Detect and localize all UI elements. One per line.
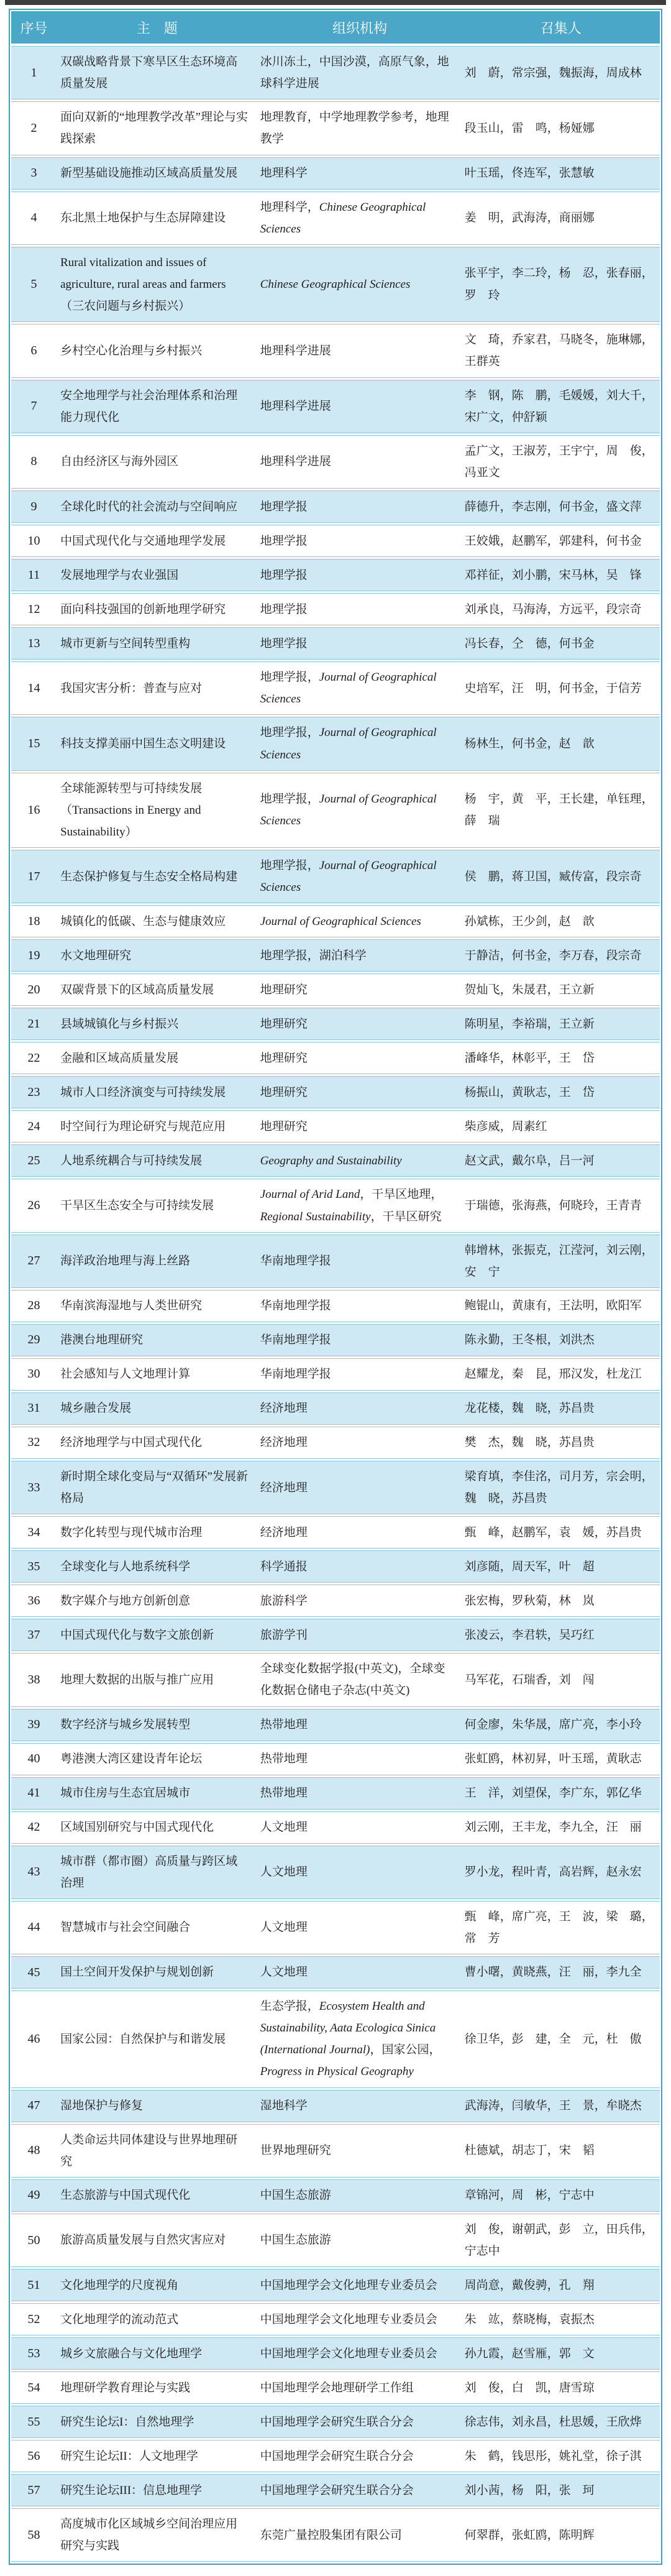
table-row [11, 1324, 660, 1356]
row-number-cell: 38 [27, 1672, 40, 1686]
conveners-cell: 甄 峰，赵鹏军，袁 媛，苏昌贵 [464, 1525, 642, 1539]
row-number-cell: 4 [30, 211, 37, 225]
row-number-cell: 7 [30, 399, 37, 413]
topic-cell: 面向双新的“地理教学改革”理论与实践探索 [60, 111, 248, 146]
org-cell: 中国地理学会文化地理专业委员会 [260, 2278, 437, 2292]
topic-cell: 东北黑土地保护与生态屏障建设 [60, 211, 226, 225]
table-row [11, 939, 660, 972]
conveners-cell: 姜 明，武海涛，商丽娜 [464, 211, 595, 225]
org-cell: 东莞广量控股集团有限公司 [260, 2528, 402, 2542]
row-number-cell: 12 [27, 602, 40, 616]
row-number-cell: 45 [27, 1965, 40, 1979]
topic-cell: 面向科技强国的创新地理学研究 [60, 602, 226, 616]
org-cell: 冰川冻土，中国沙漠，高原气象，地球科学进展 [260, 55, 449, 91]
topic-cell: 海洋政治地理与海上丝路 [60, 1254, 191, 1268]
row-number-cell: 43 [27, 1865, 40, 1879]
row-number-cell: 13 [27, 636, 40, 650]
row-number-cell: 54 [27, 2380, 40, 2394]
table-row [11, 1550, 660, 1583]
row-number-cell: 36 [27, 1593, 40, 1608]
topic-cell: 双碳背景下的区域高质量发展 [60, 983, 214, 996]
org-cell: 世界地理研究 [260, 2144, 331, 2158]
conveners-cell: 朱 竑，蔡晓梅，袁振杰 [464, 2312, 595, 2326]
topic-cell: 全球化时代的社会流动与空间响应 [60, 500, 238, 513]
conveners-cell: 杨 宇，黄 平，王长建，单钰理，薛 瑞 [464, 793, 654, 828]
table-row [11, 2440, 660, 2472]
table-row [11, 1846, 660, 1899]
org-cell: 经济地理 [260, 1436, 308, 1450]
row-number-cell: 17 [27, 869, 40, 883]
row-number-cell: 25 [27, 1153, 40, 1167]
topic-cell: 地理研学教育理论与实践 [60, 2381, 191, 2394]
conveners-cell: 龙花楼，魏 晓，苏昌贵 [464, 1402, 595, 1415]
topic-cell: 生态旅游与中国式现代化 [60, 2189, 191, 2202]
topic-cell: 文化地理学的流动范式 [60, 2312, 179, 2326]
topic-cell: 时空间行为理论研究与规范应用 [60, 1120, 226, 1133]
org-cell: 地理学报，Journal of Geographical Sciences [260, 726, 437, 761]
row-number-cell: 30 [27, 1367, 40, 1381]
row-number-cell: 19 [27, 948, 40, 962]
column-header-topic: 主 题 [136, 20, 178, 36]
table-row [11, 850, 660, 903]
table-row [11, 661, 660, 715]
row-number-cell: 15 [27, 737, 40, 751]
table-row [11, 1076, 660, 1108]
row-number-cell: 16 [27, 803, 40, 817]
topic-cell: 中国式现代化与交通地理学发展 [60, 534, 226, 548]
topic-cell: 新型基础设施推动区域高质量发展 [60, 166, 238, 180]
row-number-cell: 33 [27, 1480, 40, 1494]
org-cell: 地理学报 [260, 534, 308, 548]
table-row [11, 1901, 660, 1954]
table-row [11, 773, 660, 848]
row-number-cell: 3 [30, 166, 37, 180]
conveners-cell: 赵耀龙，秦 昆，邢汉发，杜龙江 [464, 1368, 642, 1381]
row-number-cell: 1 [30, 65, 37, 80]
conveners-cell: 邓祥征，刘小鹏，宋马林，吴 锋 [464, 568, 642, 582]
conveners-cell: 孙九霞，赵雪雁，郭 文 [464, 2347, 595, 2360]
conveners-cell: 李 钢，陈 鹏，毛媛媛，刘大千，宋广文，仲舒颖 [464, 389, 654, 424]
row-number-cell: 39 [27, 1718, 40, 1731]
org-cell: 中国地理学会研究生联合分会 [260, 2415, 414, 2429]
row-number-cell: 9 [30, 499, 37, 513]
topic-cell: 粤港澳大湾区建设青年论坛 [60, 1752, 203, 1765]
conveners-cell: 杜德斌，胡志丁，宋 韬 [464, 2144, 595, 2158]
conveners-cell: 曹小曙，黄晓燕，汪 丽，李九全 [464, 1966, 642, 1979]
org-cell: 热带地理 [260, 1752, 308, 1765]
column-header-organization: 组织机构 [332, 20, 388, 36]
org-cell: 中国生态旅游 [260, 2233, 331, 2247]
row-number-cell: 46 [27, 2031, 40, 2046]
conveners-cell: 张宏梅，罗秋菊，林 岚 [464, 1594, 595, 1608]
org-cell: 地理研究 [260, 1051, 308, 1065]
org-cell: 中国地理学会文化地理专业委员会 [260, 2347, 437, 2360]
table-row [11, 1461, 660, 1514]
topic-cell: 自由经济区与海外园区 [60, 455, 179, 469]
row-number-cell: 35 [27, 1559, 40, 1573]
row-number-cell: 5 [30, 277, 37, 292]
table-row [11, 1110, 660, 1143]
conveners-cell: 陈永勤，王冬根，刘洪杰 [464, 1333, 595, 1347]
topic-cell: 全球能源转型与可持续发展（Transactions in Energy and Sustainability） [60, 781, 203, 839]
row-number-cell: 6 [30, 343, 37, 357]
table-row [11, 559, 660, 591]
table-row [11, 1777, 660, 1810]
row-number-cell: 10 [27, 533, 40, 548]
table-row [11, 1144, 660, 1177]
conveners-cell: 王姣娥，赵鹏军，郭建科，何书金 [464, 534, 642, 548]
table-row [11, 2214, 660, 2267]
table-row [11, 2406, 660, 2438]
table-header-row [11, 11, 660, 44]
table-row [11, 1653, 660, 1706]
conveners-cell: 韩增林，张振克，江滢河，刘云刚，安 宁 [464, 1243, 654, 1279]
table-row [11, 2371, 660, 2404]
org-cell: 生态学报，Ecosystem Health and Sustainability, Aata Ecologica Sinica (International Journal)，国家公园，Progress in Physical Geography [260, 2000, 441, 2079]
conveners-cell: 武海涛，闫敏华，王 景，牟晓杰 [464, 2099, 642, 2113]
topic-cell: 数字经济与城乡发展转型 [60, 1718, 191, 1731]
topic-cell: 城市人口经济演变与可持续发展 [60, 1085, 226, 1099]
row-number-cell: 51 [27, 2278, 40, 2292]
row-number-cell: 58 [27, 2528, 40, 2542]
org-cell: 人文地理 [260, 1966, 308, 1979]
row-number-cell: 48 [27, 2143, 40, 2158]
conveners-cell: 周尚意，戴俊骋，孔 翔 [464, 2278, 595, 2292]
table-row [11, 2508, 660, 2562]
conveners-cell: 于静洁，何书金，李万春，段宗奇 [464, 949, 642, 962]
row-number-cell: 55 [27, 2414, 40, 2429]
topic-cell: 城乡融合发展 [60, 1402, 132, 1415]
topic-cell: 地理大数据的出版与推广应用 [60, 1673, 214, 1686]
table-body [11, 46, 660, 2562]
conveners-cell: 梁育填，李佳洺，司月芳，宗会明，魏 晓，苏昌贵 [464, 1470, 654, 1506]
org-cell: Journal of Arid Land，干旱区地理，Regional Sustainability，干旱区研究 [260, 1188, 443, 1223]
org-cell: 地理科学进展 [260, 344, 331, 357]
conveners-cell: 刘 俊，白 凯，唐雪琼 [464, 2381, 595, 2394]
table-row [11, 1042, 660, 1074]
table-row [11, 1956, 660, 1989]
org-cell: 地理科学进展 [260, 400, 331, 413]
table-row [11, 2090, 660, 2122]
table-row [11, 905, 660, 937]
sessions-table [9, 9, 662, 2565]
org-cell: 地理教育，中学地理教学参考，地理教学 [260, 111, 449, 146]
table-row [11, 1516, 660, 1548]
org-cell: 地理科学 [260, 166, 308, 180]
topic-cell: 湿地保护与修复 [60, 2099, 144, 2113]
row-number-cell: 50 [27, 2233, 40, 2247]
table-row [11, 1179, 660, 1232]
org-cell: 华南地理学报 [260, 1333, 331, 1347]
topic-cell: 文化地理学的尺度视角 [60, 2278, 179, 2292]
org-cell: 旅游科学 [260, 1594, 308, 1608]
table-row [11, 1392, 660, 1425]
table-row [11, 1235, 660, 1288]
table-row [11, 1709, 660, 1741]
conveners-cell: 徐志伟，刘永昌，杜思媛，王欣烨 [464, 2415, 642, 2429]
row-number-cell: 40 [27, 1752, 40, 1765]
topic-cell: 高度城市化区域城乡空间治理应用研究与实践 [60, 2518, 238, 2553]
conveners-cell: 张凌云，李君轶，吴巧红 [464, 1628, 595, 1642]
table-row [11, 973, 660, 1006]
row-number-cell: 41 [27, 1786, 40, 1800]
conveners-cell: 文 琦，乔家君，马晓冬，施琳娜，王群英 [464, 333, 654, 369]
row-number-cell: 20 [27, 982, 40, 996]
table-row [11, 2269, 660, 2301]
org-cell: 热带地理 [260, 1786, 308, 1800]
org-cell: 地理学报 [260, 637, 308, 650]
table-row [11, 2179, 660, 2212]
org-cell: 中国地理学会研究生联合分会 [260, 2449, 414, 2463]
conveners-cell: 刘 蔚，常宗强，魏振海，周成林 [464, 66, 642, 80]
org-cell: 人文地理 [260, 1921, 308, 1934]
conveners-cell: 朱 鹤，钱思彤，姚礼堂，徐子淇 [464, 2449, 642, 2463]
topic-cell: 城市更新与空间转型重构 [60, 637, 191, 650]
table-row [11, 627, 660, 660]
topic-cell: 城市群（都市圈）高质量与跨区域治理 [60, 1854, 238, 1890]
table-row [11, 1743, 660, 1775]
topic-cell: 港澳台地理研究 [60, 1333, 144, 1347]
org-cell: 中国地理学会文化地理专业委员会 [260, 2312, 437, 2326]
org-cell: 科学通报 [260, 1560, 308, 1573]
row-number-cell: 27 [27, 1254, 40, 1268]
org-cell: 地理学报，Journal of Geographical Sciences [260, 671, 437, 706]
topic-cell: 城镇化的低碳、生态与健康效应 [60, 914, 226, 928]
topic-cell: 发展地理学与农业强国 [60, 568, 179, 582]
topic-cell: 水文地理研究 [60, 949, 132, 962]
org-cell: Geography and Sustainability [260, 1154, 402, 1167]
row-number-cell: 14 [27, 681, 40, 695]
table-row [11, 1990, 660, 2088]
topic-cell: 城市住房与生态宜居城市 [60, 1786, 191, 1800]
org-cell: 地理科学，Chinese Geographical Sciences [260, 200, 426, 236]
conveners-cell: 刘云刚，王丰龙，李九全，汪 丽 [464, 1820, 642, 1834]
row-number-cell: 28 [27, 1299, 40, 1313]
org-cell: 地理科学进展 [260, 455, 331, 469]
org-cell: 中国地理学会地理研学工作组 [260, 2381, 414, 2394]
conveners-cell: 甄 峰，席广亮，王 波，梁 璐，常 芳 [464, 1910, 654, 1945]
org-cell: 经济地理 [260, 1402, 308, 1415]
row-number-cell: 22 [27, 1051, 40, 1065]
table-row [11, 380, 660, 433]
conveners-cell: 刘彦随，周天军，叶 超 [464, 1560, 595, 1573]
conveners-cell: 徐卫华，彭 建，全 元，杜 傲 [464, 2032, 642, 2046]
topic-cell: 研究生论坛II：人文地理学 [60, 2449, 198, 2463]
conveners-cell: 马军花，石瑞香，刘 闯 [464, 1673, 595, 1686]
conveners-cell: 孙斌栋，王少剑，赵 歆 [464, 914, 595, 928]
org-cell: 华南地理学报 [260, 1254, 331, 1268]
org-cell: 地理学报，Journal of Geographical Sciences [260, 859, 437, 895]
row-number-cell: 18 [27, 914, 40, 928]
conveners-cell: 柴彦威，周素红 [464, 1120, 547, 1133]
table-row [11, 435, 660, 489]
org-cell: 地理研究 [260, 983, 308, 996]
table-row [11, 247, 660, 322]
table-row [11, 324, 660, 377]
table-row [11, 525, 660, 557]
org-cell: 地理学报，湖泊科学 [260, 949, 367, 962]
table-row [11, 1290, 660, 1322]
org-cell: 地理研究 [260, 1017, 308, 1031]
conveners-cell: 冯长春，仝 德，何书金 [464, 637, 595, 650]
org-cell: 地理学报 [260, 500, 308, 513]
topic-cell: 生态保护修复与生态安全格局构建 [60, 870, 238, 883]
topic-cell: 国土空间开发保护与规划创新 [60, 1966, 214, 1979]
row-number-cell: 2 [30, 121, 37, 135]
org-cell: 中国地理学会研究生联合分会 [260, 2483, 414, 2497]
table-row [11, 157, 660, 190]
org-cell: Chinese Geographical Sciences [260, 277, 411, 291]
row-number-cell: 26 [27, 1198, 40, 1213]
table-row [11, 593, 660, 625]
org-cell: 中国生态旅游 [260, 2189, 331, 2202]
conveners-cell: 贺灿飞，朱晟君，王立新 [464, 983, 595, 996]
conveners-cell: 叶玉瑶，佟连军，张慧敏 [464, 166, 595, 180]
column-header-number: 序号 [20, 20, 48, 36]
conveners-cell: 罗小龙，程叶青，高岩辉，赵永宏 [464, 1865, 642, 1879]
table-row [11, 1585, 660, 1617]
row-number-cell: 37 [27, 1627, 40, 1642]
org-cell: 人文地理 [260, 1865, 308, 1879]
table-row [11, 1427, 660, 1459]
column-header-conveners: 召集人 [540, 20, 582, 36]
row-number-cell: 8 [30, 454, 37, 469]
row-number-cell: 23 [27, 1085, 40, 1099]
org-cell: 经济地理 [260, 1481, 308, 1494]
conveners-cell: 陈明星，李裕瑞，王立新 [464, 1017, 595, 1031]
row-number-cell: 11 [27, 568, 40, 582]
topic-cell: 城乡文旅融合与文化地理学 [60, 2347, 203, 2360]
org-cell: 地理学报，Journal of Geographical Sciences [260, 793, 437, 828]
topic-cell: 经济地理学与中国式现代化 [60, 1436, 203, 1450]
conveners-cell: 王 洋，刘望保，李广东，郭亿华 [464, 1786, 642, 1800]
row-number-cell: 44 [27, 1920, 40, 1934]
org-cell: 地理研究 [260, 1085, 308, 1099]
org-cell: 地理学报 [260, 602, 308, 616]
conveners-cell: 潘峰华，林彰平，王 岱 [464, 1051, 595, 1065]
org-cell: 地理学报 [260, 568, 308, 582]
conveners-cell: 刘承良，马海涛，方远平，段宗奇 [464, 602, 642, 616]
row-number-cell: 29 [27, 1333, 40, 1347]
topic-cell: 华南滨海湿地与人类世研究 [60, 1299, 203, 1313]
topic-cell: 县域城镇化与乡村振兴 [60, 1017, 179, 1031]
conveners-cell: 侯 鹏，蒋卫国，臧传富，段宗奇 [464, 870, 642, 883]
table-row [11, 2474, 660, 2506]
topic-cell: 双碳战略背景下寒旱区生态环境高质量发展 [60, 55, 238, 91]
table-row [11, 717, 660, 770]
topic-cell: 科技支撑美丽中国生态文明建设 [60, 737, 226, 750]
org-cell: 华南地理学报 [260, 1299, 331, 1313]
conveners-cell: 赵文武，戴尔阜，吕一河 [464, 1154, 595, 1167]
conveners-cell: 薛德升，李志刚，何书金，盛文萍 [464, 500, 642, 513]
org-cell: 地理研究 [260, 1120, 308, 1133]
org-cell: 华南地理学报 [260, 1368, 331, 1381]
row-number-cell: 42 [27, 1820, 40, 1834]
topic-cell: Rural vitalization and issues of agriculture, rural areas and farmers（三农问题与乡村振兴） [60, 255, 226, 313]
org-cell: 全球变化数据学报(中英文)，全球变化数据仓储电子杂志(中英文) [260, 1662, 445, 1698]
topic-cell: 社会感知与人文地理计算 [60, 1368, 191, 1381]
topic-cell: 安全地理学与社会治理体系和治理能力现代化 [60, 389, 238, 424]
topic-cell: 人地系统耦合与可持续发展 [60, 1154, 203, 1167]
row-number-cell: 53 [27, 2346, 40, 2360]
table-row [11, 2337, 660, 2370]
table-row [11, 46, 660, 99]
topic-cell: 新时期全球化变局与“双循环”发展新格局 [60, 1470, 248, 1506]
table-row [11, 1358, 660, 1391]
conveners-cell: 章锦河，周 彬，宁志中 [464, 2189, 595, 2202]
topic-cell: 人类命运共同体建设与世界地理研究 [60, 2133, 238, 2168]
topic-cell: 干旱区生态安全与可持续发展 [60, 1198, 214, 1212]
topic-cell: 研究生论坛I：自然地理学 [60, 2415, 194, 2429]
topic-cell: 我国灾害分析：普查与应对 [60, 681, 203, 695]
row-number-cell: 31 [27, 1401, 40, 1415]
topic-cell: 国家公园：自然保护与和谐发展 [60, 2032, 226, 2046]
conveners-cell: 于瑞德，张海燕，何晓玲，王青青 [464, 1198, 642, 1212]
conveners-cell: 段玉山，雷 鸣，杨娅娜 [464, 121, 595, 135]
conveners-cell: 孟广文，王淑芳，王宇宁，周 俊，冯亚文 [464, 444, 654, 479]
topic-cell: 乡村空心化治理与乡村振兴 [60, 344, 203, 357]
conveners-cell: 樊 杰，魏 晓，苏昌贵 [464, 1436, 595, 1450]
topic-cell: 金融和区域高质量发展 [60, 1051, 179, 1065]
row-number-cell: 56 [27, 2449, 40, 2463]
row-number-cell: 21 [27, 1016, 40, 1031]
conveners-cell: 杨振山，黄耿志，王 岱 [464, 1085, 595, 1099]
org-cell: 热带地理 [260, 1718, 308, 1731]
conveners-cell: 张虹鸥，林初昇，叶玉瑶，黄耿志 [464, 1752, 642, 1765]
topic-cell: 数字媒介与地方创新创意 [60, 1594, 191, 1608]
conveners-cell: 张平宇，李二玲，杨 忍，张春丽，罗 玲 [464, 267, 654, 302]
table-row [11, 1619, 660, 1651]
row-number-cell: 49 [27, 2188, 40, 2202]
topic-cell: 研究生论坛III：信息地理学 [60, 2483, 203, 2497]
row-number-cell: 52 [27, 2312, 40, 2326]
org-cell: 人文地理 [260, 1820, 308, 1834]
org-cell: 经济地理 [260, 1525, 308, 1539]
conveners-cell: 鲍锟山，黄康有，王法明，欧阳军 [464, 1299, 642, 1313]
row-number-cell: 57 [27, 2483, 40, 2497]
row-number-cell: 24 [27, 1119, 40, 1133]
table-row [11, 191, 660, 245]
table-row [11, 2303, 660, 2335]
conveners-cell: 刘 俊，谢朝武，彭 立，田兵伟，宁志中 [464, 2222, 654, 2258]
top-edge-artifact [5, 0, 666, 5]
conveners-cell: 史培军，汪 明，何书金，于信芳 [464, 681, 642, 695]
row-number-cell: 32 [27, 1435, 40, 1450]
row-number-cell: 34 [27, 1525, 40, 1539]
topic-cell: 区域国别研究与中国式现代化 [60, 1820, 214, 1834]
table-row [11, 490, 660, 523]
table-row [11, 101, 660, 155]
table-row [11, 1008, 660, 1040]
topic-cell: 数字化转型与现代城市治理 [60, 1525, 203, 1539]
topic-cell: 智慧城市与社会空间融合 [60, 1921, 191, 1934]
conveners-cell: 何金廖，朱华晟，席广亮，李小玲 [464, 1718, 642, 1731]
org-cell: 湿地科学 [260, 2099, 308, 2113]
conveners-cell: 何翠群，张虹鸥，陈明辉 [464, 2528, 595, 2542]
table-row [11, 2124, 660, 2178]
topic-cell: 旅游高质量发展与自然灾害应对 [60, 2233, 226, 2247]
conveners-cell: 杨林生，何书金，赵 歆 [464, 737, 595, 750]
conveners-cell: 刘小茜，杨 阳，张 珂 [464, 2483, 595, 2497]
org-cell: Journal of Geographical Sciences [260, 914, 421, 928]
row-number-cell: 47 [27, 2099, 40, 2113]
topic-cell: 中国式现代化与数字文旅创新 [60, 1628, 214, 1642]
table-row [11, 1811, 660, 1844]
org-cell: 旅游学刊 [260, 1628, 308, 1642]
topic-cell: 全球变化与人地系统科学 [60, 1560, 191, 1573]
